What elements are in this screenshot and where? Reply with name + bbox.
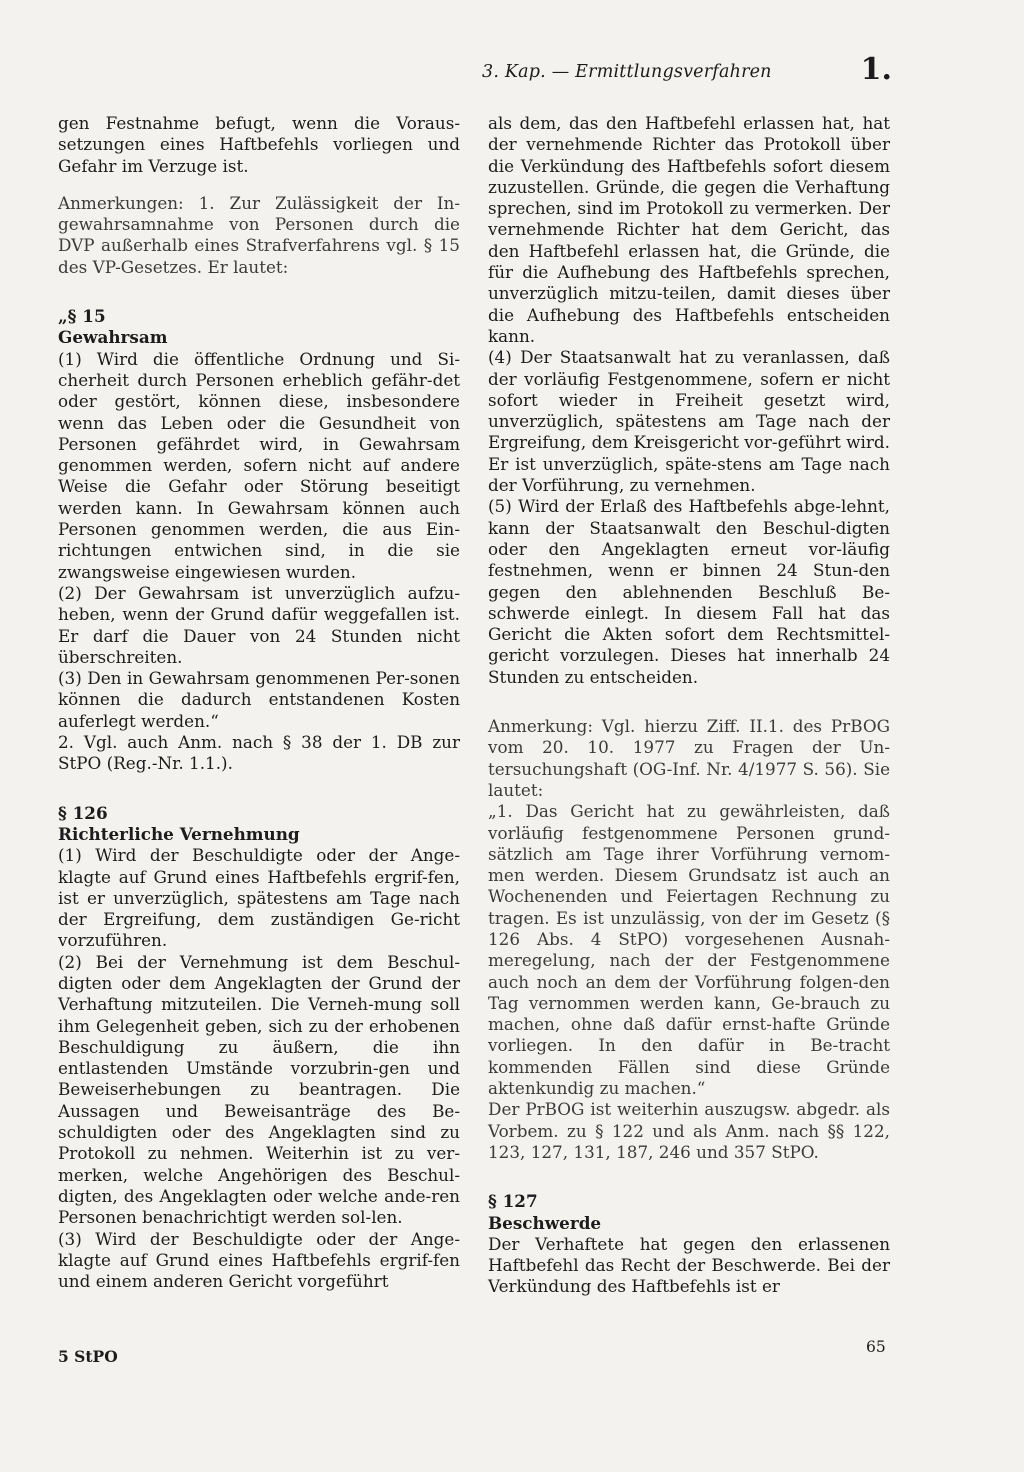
section-title: Richterliche Vernehmung [58,823,300,844]
paragraph: (4) Der Staatsanwalt hat zu veranlassen, daß der vorläufig Festgenommene, sofern er nicht sofort wieder in Freiheit gesetzt wird, unverzüglich, spätestens am Tage nach der Ergreifung, dem Kreisgericht vor-geführt wird. Er ist unverzüglich, späte-stens am Tage nach der Vorführung, zu vernehmen. [488,347,891,496]
left-column [58,113,460,1292]
signature-mark: 5 StPO [58,1347,118,1366]
paragraph: als dem, das den Haftbefehl erlassen hat, hat der vernehmende Richter das Protokoll über die Verkündung des Haftbefehls sofort diesem zuzustellen. Gründe, die gegen die Verhaftung sprechen, sind im Protokoll zu vermerken. Der vernehmende Richter hat dem Gericht, das den Haftbefehl erlassen hat, die Gründe, die für die Aufhebung des Haftbefehls sprechen, unverzüglich mitzu-teilen, damit dieses über die Aufhebung des Haftbefehls entscheiden kann. [488,113,890,346]
paragraph: (1) Wird die öffentliche Ordnung und Si-cherheit durch Personen erheblich gefähr-det oder gestört, können diese, insbesondere wenn das Leben oder die Gesundheit von Personen gefährdet wird, in Gewahrsam genommen werden, sofern nicht auf andere Weise die Gefahr oder Störung beseitigt werden kann. In Gewahrsam können auch Personen genommen werden, die aus Ein-richtungen entwichen sind, in die sie zwangsweise eingewiesen wurden. [58,348,460,582]
running-header [482,52,892,94]
paragraph: (3) Den in Gewahrsam genommenen Per-sonen können die dadurch entstandenen Kosten auferlegt werden.“ [58,668,460,731]
paragraph: (2) Bei der Vernehmung ist dem Beschul-digten oder dem Angeklagten der Grund der Verhaftung mitzuteilen. Die Verneh-mung soll ihm Gelegenheit geben, sich zu der erhobenen Beschuldigung zu äußern, die ihn entlastenden Umstände vorzubrin-gen und Beweiserhebungen zu beantragen. Die Aussagen und Beweisanträge des Be-schuldigten oder des Angeklagten sind zu Protokoll zu nehmen. Weiterhin ist zu ver-merken, welche Angehörigen des Beschul-digten, des Angeklagten oder welche ande-ren Personen benachrichtigt werden sol-len. [58,951,460,1228]
chapter-title: 3. Kap. — Ermittlungsverfahren [482,62,772,82]
paragraph: (2) Der Gewahrsam ist unverzüglich aufzu-heben, wenn der Grund dafür weggefallen ist. Er darf die Dauer von 24 Stunden nicht überschreiten. [58,582,460,667]
paragraph: gen Festnahme befugt, wenn die Voraus-setzungen eines Haftbefehls vorliegen und Gefahr im Verzuge ist. [58,113,460,176]
section-number: „§ 15 [58,306,106,327]
section-title: Beschwerde [488,1212,602,1233]
quotation: „1. Das Gericht hat zu gewährleisten, daß vorläufig festgenommene Personen grund-sätzlich am Tage ihrer Vorführung vernom-men werden. Diesem Grundsatz ist auch an Wochenenden und Feiertagen Rechnung zu tragen. Es ist unzulässig, von der im Gesetz (§ 126 Abs. 4 StPO) vorgesehenen Ausnah-meregelung, nach der der Festgenommene auch noch an dem der Vorführung folgen-den Tag vernommen werden kann, Ge-brauch zu machen, ohne daß dafür ernst-hafte Gründe vorliegen. In den dafür in Be-tracht kommenden Fällen sind diese Gründe aktenkundig zu machen.“ [488,801,890,1099]
annotation: Anmerkungen: 1. Zur Zulässigkeit der In-gewahrsamnahme von Personen durch die DVP außerhalb eines Strafverfahrens vgl. § 15 des VP-Gesetzes. Er lautet: [58,192,460,277]
section-number: § 126 [58,802,108,823]
right-column [488,113,890,1298]
section-title: Gewahrsam [58,327,168,348]
paragraph: (5) Wird der Erlaß des Haftbefehls abge-lehnt, kann der Staatsanwalt den Beschul-digten oder den Angeklagten erneut vor-läufig festnehmen, wenn er binnen 24 Stun-den gegen den ablehnenden Beschluß Be-schwerde einlegt. In diesem Fall hat das Gericht die Akten sofort dem Rechtsmittel-gericht vorzulegen. Dieses hat innerhalb 24 Stunden zu entscheiden. [488,496,890,687]
section-number: § 127 [488,1191,538,1212]
paragraph: Der Verhaftete hat gegen den erlassenen Haftbefehl das Recht der Beschwerde. Bei der Verkündung des Haftbefehls ist er [488,1233,890,1297]
annotation: Anmerkung: Vgl. hierzu Ziff. II.1. des PrBOG vom 20. 10. 1977 zu Fragen der Un-tersuchungshaft (OG-Inf. Nr. 4/1977 S. 56). Sie lautet: [488,716,890,800]
paragraph: (3) Wird der Beschuldigte oder der Ange-klagte auf Grund eines Haftbefehls ergrif-fen und einem anderen Gericht vorgeführt [58,1228,460,1292]
page-number: 65 [866,1338,886,1356]
annotation: 2. Vgl. auch Anm. nach § 38 der 1. DB zur StPO (Reg.-Nr. 1.1.). [58,732,460,774]
paragraph: (1) Wird der Beschuldigte oder der Ange-klagte auf Grund eines Haftbefehls ergrif-fen, ist er unverzüglich, spätestens am Tage nach der Ergreifung, dem zuständigen Ge-richt vorzuführen. [58,845,460,951]
chapter-number: 1. [860,52,892,87]
annotation: Der PrBOG ist weiterhin auszugsw. abgedr. als Vorbem. zu § 122 und als Anm. nach §§ 122, 123, 127, 131, 187, 246 und 357 StPO. [488,1099,890,1162]
